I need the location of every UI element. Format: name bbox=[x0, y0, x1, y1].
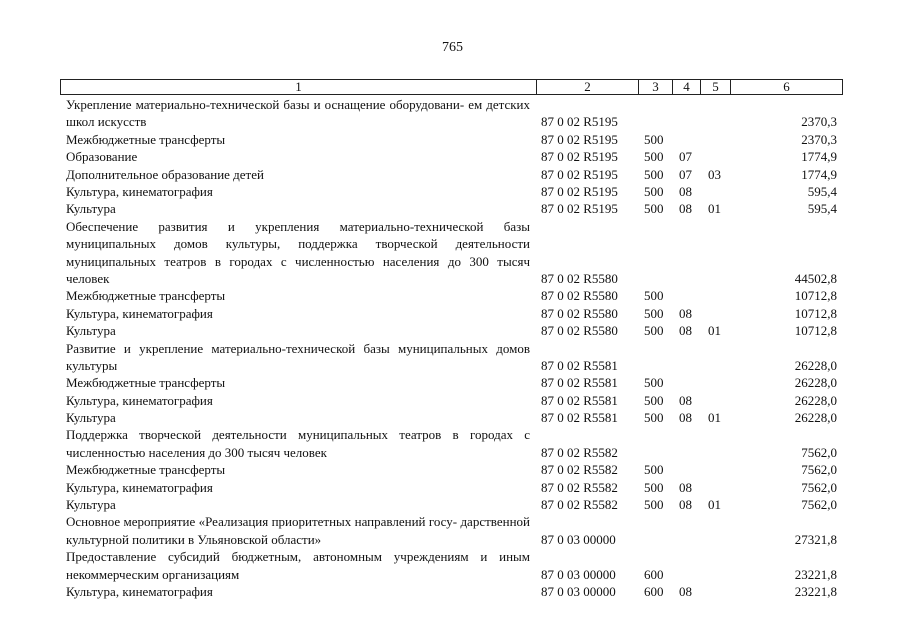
row-name: Культура bbox=[66, 201, 116, 217]
row-code: 87 0 02 R5195 bbox=[541, 201, 618, 217]
row-code: 87 0 03 00000 bbox=[541, 531, 616, 547]
row-amount: 2370,3 bbox=[801, 114, 837, 130]
row-code: 87 0 02 R5582 bbox=[541, 497, 618, 513]
row-name: Межбюджетные трансферты bbox=[66, 288, 226, 304]
row-code: 87 0 02 R5580 bbox=[541, 305, 618, 321]
table-row bbox=[0, 305, 905, 322]
row-col-3: 500 bbox=[644, 462, 664, 478]
row-name: Дополнительное образование детей bbox=[66, 166, 264, 182]
row-name: Культура bbox=[66, 410, 116, 426]
row-code: 87 0 02 R5580 bbox=[541, 288, 618, 304]
table-row bbox=[0, 513, 905, 548]
row-col-5: 01 bbox=[708, 201, 721, 217]
row-amount: 595,4 bbox=[807, 183, 837, 199]
row-amount: 7562,0 bbox=[801, 479, 837, 495]
row-name: Культура, кинематография bbox=[66, 183, 213, 199]
table-row bbox=[0, 409, 905, 426]
row-code: 87 0 02 R5195 bbox=[541, 183, 618, 199]
row-amount: 2370,3 bbox=[801, 131, 837, 147]
row-col-3: 500 bbox=[644, 375, 664, 391]
row-code: 87 0 02 R5580 bbox=[541, 270, 618, 286]
row-col-4: 08 bbox=[679, 201, 692, 217]
table-row bbox=[0, 322, 905, 339]
row-amount: 7562,0 bbox=[801, 462, 837, 478]
row-amount: 27321,8 bbox=[794, 531, 837, 547]
row-name: Предоставление субсидий бюджетным, автономным учреждениям и иным некоммерческим организациям bbox=[66, 549, 530, 582]
row-name: Межбюджетные трансферты bbox=[66, 375, 226, 391]
row-amount: 26228,0 bbox=[794, 392, 837, 408]
row-col-3: 500 bbox=[644, 392, 664, 408]
row-col-3: 500 bbox=[644, 323, 664, 339]
row-name: Культура bbox=[66, 497, 116, 513]
table-header-row bbox=[60, 79, 843, 95]
row-amount: 26228,0 bbox=[794, 357, 837, 373]
row-code: 87 0 03 00000 bbox=[541, 584, 616, 600]
row-name: Укрепление материально-технической базы и оснащение оборудовани- ем детских школ искусств bbox=[66, 97, 530, 130]
row-name: Культура, кинематография bbox=[66, 392, 213, 408]
row-col-5: 01 bbox=[708, 497, 721, 513]
row-col-3: 500 bbox=[644, 131, 664, 147]
row-code: 87 0 02 R5195 bbox=[541, 149, 618, 165]
header-col-1: 1 bbox=[61, 80, 537, 94]
table-row bbox=[0, 374, 905, 391]
table-row bbox=[0, 496, 905, 513]
row-col-4: 08 bbox=[679, 183, 692, 199]
page-number: 765 bbox=[442, 40, 463, 55]
table-row bbox=[0, 479, 905, 496]
row-code: 87 0 02 R5582 bbox=[541, 479, 618, 495]
table-row bbox=[0, 131, 905, 148]
row-code: 87 0 02 R5195 bbox=[541, 166, 618, 182]
row-amount: 23221,8 bbox=[794, 584, 837, 600]
row-col-4: 08 bbox=[679, 392, 692, 408]
row-name: Культура, кинематография bbox=[66, 479, 213, 495]
row-name: Обеспечение развития и укрепления материально-технической базы муниципальных домов культуры, поддержка творческой деятельности муниципальных театров в городах с численностью населения до 300 тысяч человек bbox=[66, 218, 530, 286]
row-code: 87 0 02 R5581 bbox=[541, 357, 618, 373]
row-col-3: 500 bbox=[644, 183, 664, 199]
row-amount: 23221,8 bbox=[794, 566, 837, 582]
row-col-5: 01 bbox=[708, 410, 721, 426]
row-name: Развитие и укрепление материально-технической базы муниципальных домов культуры bbox=[66, 340, 530, 373]
row-col-3: 500 bbox=[644, 166, 664, 182]
table-row bbox=[0, 461, 905, 478]
row-amount: 26228,0 bbox=[794, 375, 837, 391]
row-col-3: 500 bbox=[644, 410, 664, 426]
row-col-4: 08 bbox=[679, 497, 692, 513]
table-row bbox=[0, 218, 905, 288]
table-row bbox=[0, 426, 905, 461]
row-code: 87 0 03 00000 bbox=[541, 566, 616, 582]
row-code: 87 0 02 R5195 bbox=[541, 114, 618, 130]
row-amount: 10712,8 bbox=[794, 323, 837, 339]
row-col-3: 500 bbox=[644, 497, 664, 513]
row-amount: 7562,0 bbox=[801, 497, 837, 513]
table-body bbox=[0, 96, 905, 600]
row-col-4: 07 bbox=[679, 166, 692, 182]
header-col-6: 6 bbox=[783, 79, 790, 94]
row-amount: 26228,0 bbox=[794, 410, 837, 426]
row-name: Межбюджетные трансферты bbox=[66, 462, 226, 478]
row-col-3: 500 bbox=[644, 479, 664, 495]
row-name: Поддержка творческой деятельности муниципальных театров в городах с численностью населения до 300 тысяч человек bbox=[66, 427, 530, 460]
row-col-4: 08 bbox=[679, 305, 692, 321]
row-col-5: 01 bbox=[708, 323, 721, 339]
row-col-4: 08 bbox=[679, 584, 692, 600]
row-amount: 1774,9 bbox=[801, 149, 837, 165]
table-row bbox=[0, 148, 905, 165]
row-col-3: 600 bbox=[644, 584, 664, 600]
header-col-4: 4 bbox=[673, 80, 701, 94]
table-row bbox=[0, 166, 905, 183]
row-col-3: 500 bbox=[644, 288, 664, 304]
row-name: Образование bbox=[66, 149, 138, 165]
row-name: Культура bbox=[66, 323, 116, 339]
header-col-2: 2 bbox=[537, 80, 639, 94]
table-row bbox=[0, 96, 905, 131]
row-code: 87 0 02 R5582 bbox=[541, 462, 618, 478]
row-col-5: 03 bbox=[708, 166, 721, 182]
row-code: 87 0 02 R5581 bbox=[541, 375, 618, 391]
row-col-4: 07 bbox=[679, 149, 692, 165]
row-name: Культура, кинематография bbox=[66, 584, 213, 600]
table-row bbox=[0, 183, 905, 200]
row-code: 87 0 02 R5581 bbox=[541, 410, 618, 426]
row-code: 87 0 02 R5580 bbox=[541, 323, 618, 339]
table-row bbox=[0, 548, 905, 583]
row-amount: 10712,8 bbox=[794, 305, 837, 321]
row-amount: 7562,0 bbox=[801, 444, 837, 460]
row-code: 87 0 02 R5582 bbox=[541, 444, 618, 460]
table-row bbox=[0, 340, 905, 375]
table-row bbox=[0, 583, 905, 600]
row-code: 87 0 02 R5581 bbox=[541, 392, 618, 408]
row-amount: 595,4 bbox=[807, 201, 837, 217]
row-amount: 44502,8 bbox=[794, 270, 837, 286]
row-code: 87 0 02 R5195 bbox=[541, 131, 618, 147]
table-row bbox=[0, 287, 905, 304]
row-amount: 1774,9 bbox=[801, 166, 837, 182]
row-name: Основное мероприятие «Реализация приоритетных направлений госу- дарственной культурной политики в Ульяновской области» bbox=[66, 514, 530, 547]
row-col-3: 500 bbox=[644, 201, 664, 217]
row-col-3: 500 bbox=[644, 149, 664, 165]
header-col-3: 3 bbox=[639, 80, 673, 94]
row-col-4: 08 bbox=[679, 410, 692, 426]
row-col-3: 500 bbox=[644, 305, 664, 321]
row-amount: 10712,8 bbox=[794, 288, 837, 304]
table-row bbox=[0, 392, 905, 409]
row-col-4: 08 bbox=[679, 479, 692, 495]
table-row bbox=[0, 200, 905, 217]
header-col-5: 5 bbox=[701, 80, 731, 94]
row-col-4: 08 bbox=[679, 323, 692, 339]
row-name: Культура, кинематография bbox=[66, 305, 213, 321]
row-col-3: 600 bbox=[644, 566, 664, 582]
row-name: Межбюджетные трансферты bbox=[66, 131, 226, 147]
